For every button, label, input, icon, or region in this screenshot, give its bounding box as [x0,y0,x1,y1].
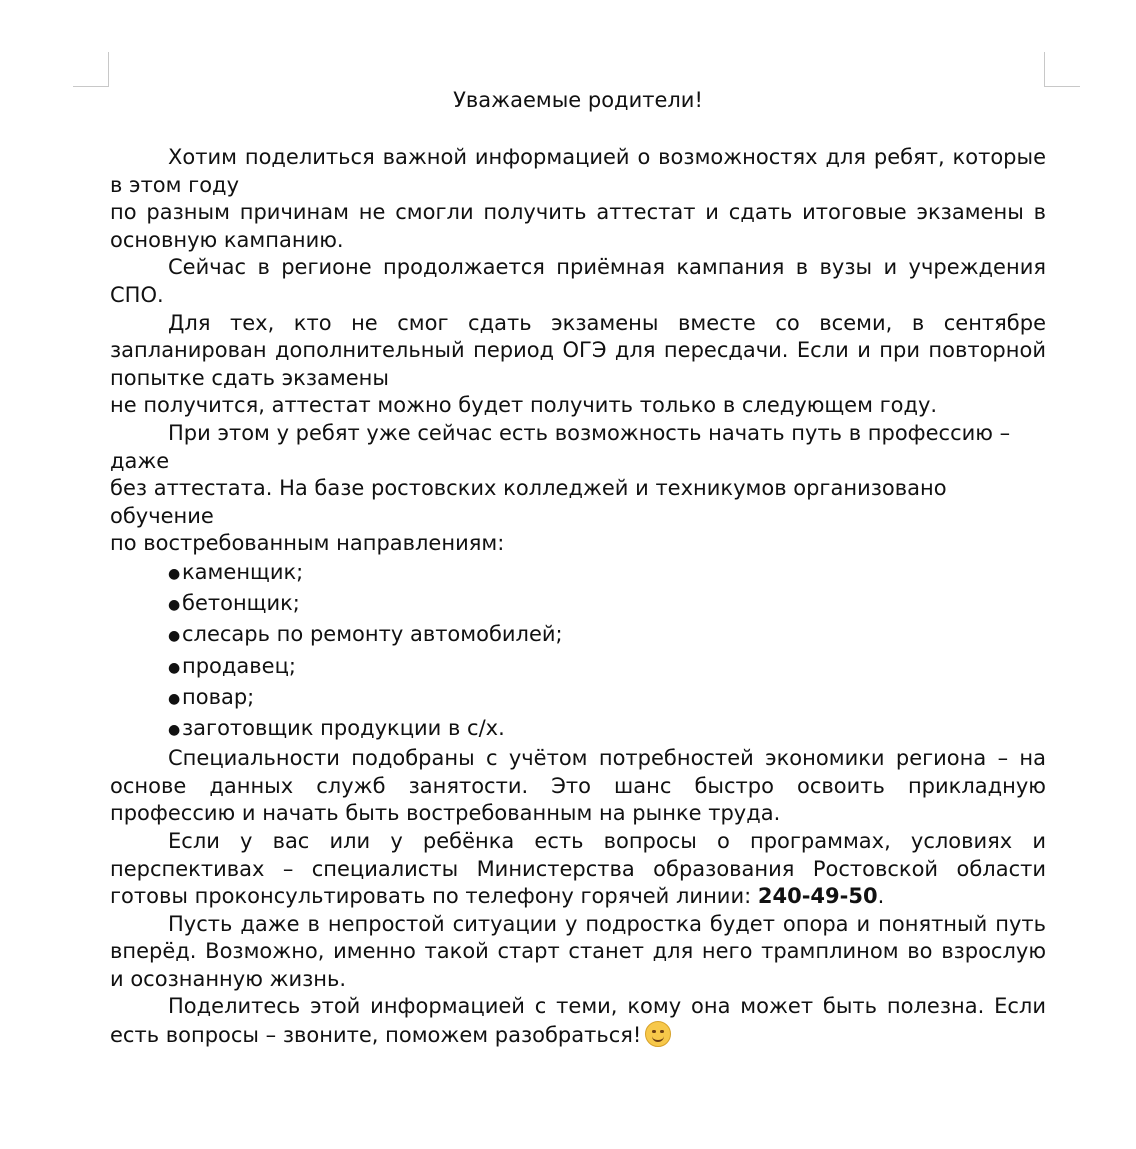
list-item: ●бетонщик; [110,589,1046,620]
list-item: ●повар; [110,683,1046,714]
bullet-icon: ● [168,690,181,707]
paragraph-profession-line3: по востребованным направлениям: [110,531,505,556]
paragraph-closing: Поделитесь этой информацией с теми, кому она может быть полезна. Если есть вопросы – звоните, поможем разобраться! [110,994,1046,1048]
crop-mark-top-left-vertical [108,52,109,87]
crop-mark-top-right-horizontal [1044,86,1080,87]
smiling-face-icon [645,1021,671,1047]
bullet-icon: ● [168,721,181,738]
paragraph-intro-line2: по разным причинам не смогли получить аттестат и сдать итоговые экзамены в основную кампанию. [110,200,1046,252]
crop-mark-top-right-vertical [1044,52,1045,87]
professions-list [110,558,1046,745]
bullet-icon: ● [168,565,181,582]
list-item: ●заготовщик продукции в с/х. [110,714,1046,745]
bullet-icon: ● [168,597,181,614]
bullet-icon: ● [168,628,181,645]
hotline-phone: 240-49-50 [757,884,878,909]
paragraph-retake-line2: не получится, аттестат можно будет получить только в следующем году. [110,393,938,418]
paragraph-support: Пусть даже в непростой ситуации у подростка будет опора и понятный путь вперёд. Возможно, именно такой старт станет для него трамплином во взрослую и осознанную жизнь. [110,911,1046,991]
paragraph-hotline: Если у вас или у ребёнка есть вопросы о программах, условиях и перспективах – специалисты Министерства образования Ростовской области готовы проконсультировать по телефону горячей линии: 240-49-50. [110,828,1046,909]
crop-mark-top-left-horizontal [73,86,109,87]
bullet-icon: ● [168,659,181,676]
paragraph-profession-line2: без аттестата. На базе ростовских колледжей и техникумов организовано обучение [110,476,947,528]
document-page [110,86,1046,1050]
list-item: ●слесарь по ремонту автомобилей; [110,620,1046,651]
paragraph-retake-line1: Для тех, кто не смог сдать экзамены вместе со всеми, в сентябре запланирован дополнительный период ОГЭ для пересдачи. Если и при повторной попытке сдать экзамены [110,310,1046,390]
list-item: ●продавец; [110,652,1046,683]
paragraph-admission: Сейчас в регионе продолжается приёмная кампания в вузы и учреждения СПО. [110,255,1046,307]
document-title: Уважаемые родители! [453,88,703,112]
paragraph-specialties: Специальности подобраны с учётом потребностей экономики региона – на основе данных служб занятости. Это шанс быстро освоить прикладную профессию и начать быть востребованным на рынке труда. [110,746,1046,826]
list-item: ●каменщик; [110,558,1046,589]
paragraph-intro-line1: Хотим поделиться важной информацией о возможностях для ребят, которые в этом году [110,145,1046,197]
paragraph-profession-line1: При этом у ребят уже сейчас есть возможность начать путь в профессию – даже [110,420,1011,473]
